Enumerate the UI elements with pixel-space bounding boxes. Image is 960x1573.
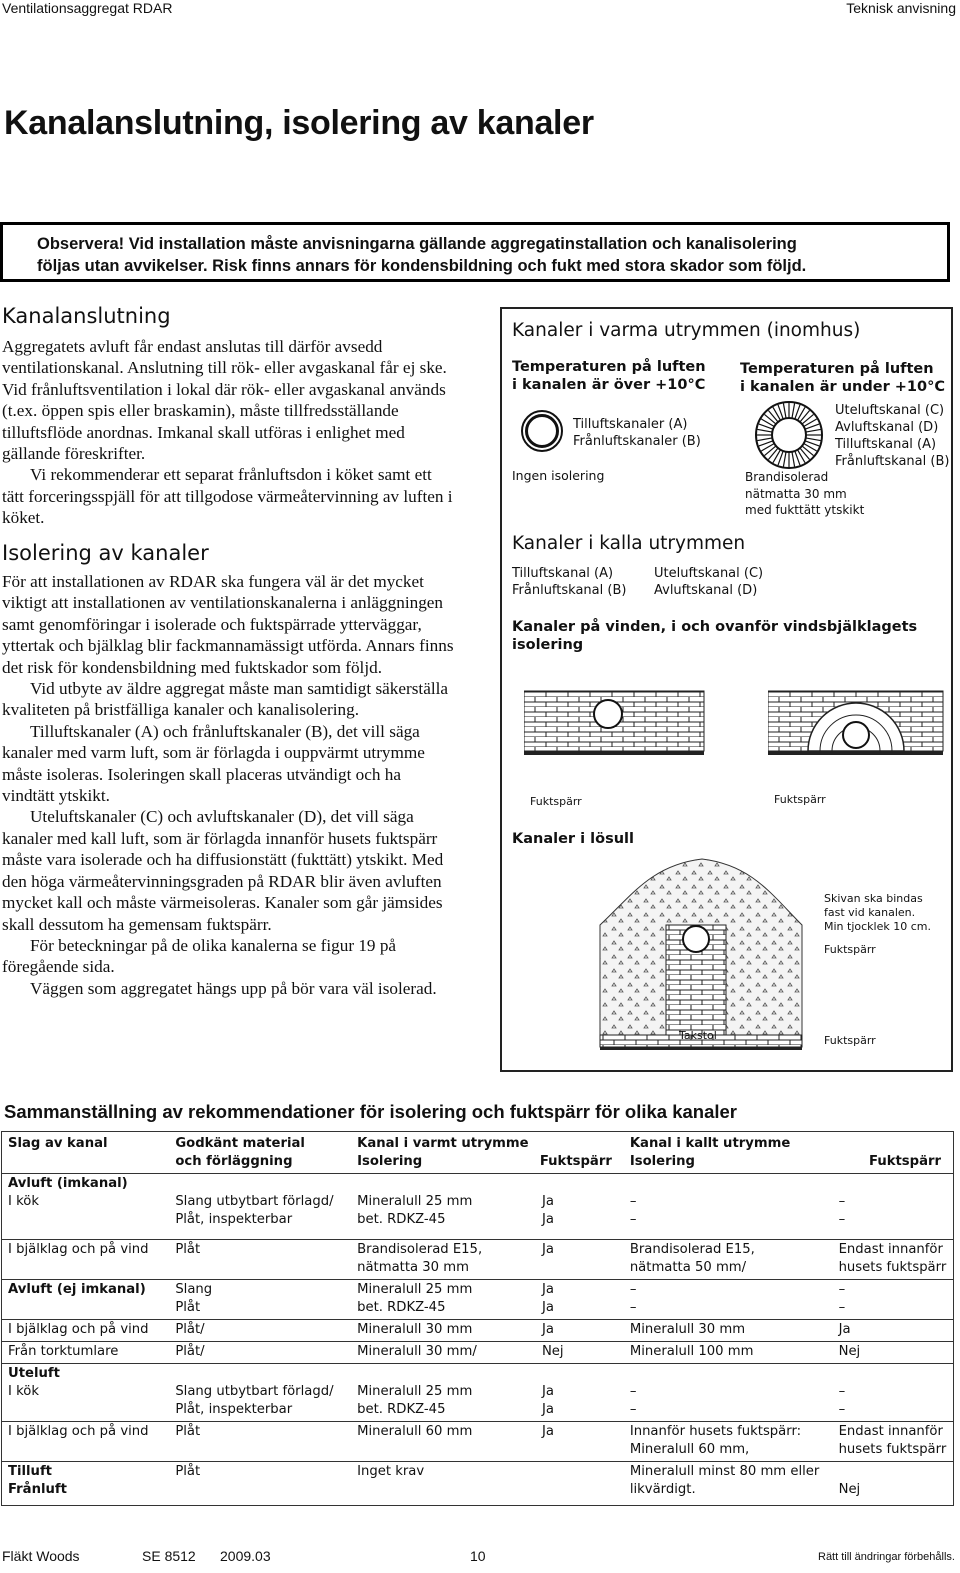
paragraph: Aggregatets avluft får endast anslutas till därför avsedd ventilationskanal. Anslutning till rök- eller avgaskanal får ej ske. Vid frånluftsventilation i lokal där rök- eller avgaskanal används (t.ex. öppen spis eller braskamin), måste tillfredsställande tilluftsflöde anordnas. Imkanal skall utföras i enlighet med gällande föreskrifter.: [2, 337, 447, 464]
cell-cold-vapor-barrier: Nej: [838, 1482, 861, 1497]
cell-material: Slang utbytbart förlagd/ Plåt, inspekterbar: [175, 1194, 334, 1227]
cell-warm-vapor-barrier: Ja: [541, 1242, 554, 1257]
figure-heading-warm: Kanaler i varma utrymmen (inomhus): [512, 320, 861, 341]
footer-rights: Rätt till ändringar förbehålls.: [818, 1551, 955, 1563]
insulated-duct-diagram: [753, 399, 825, 471]
figure-heading-cold: Kanaler i kalla utrymmen: [512, 533, 746, 554]
label-fireproof: Brandisolerad nätmatta 30 mm med fukttätt ytskikt: [745, 470, 865, 517]
duct-type-label: Avluft (ej imkanal): [8, 1282, 146, 1297]
duct-type-label: Tilluft Frånluft: [8, 1464, 67, 1497]
cell-cold-insulation: Mineralull 30 mm: [629, 1322, 746, 1337]
paragraph: För beteckningar på de olika kanalerna se figur 19 på föregående sida.: [2, 935, 397, 977]
label-cold-left: Tilluftskanal (A) Frånluftskanal (B): [512, 566, 627, 598]
table-row: [2, 1240, 954, 1280]
label-vapor-barrier-fill-bottom: Fuktspärr: [824, 1034, 876, 1047]
table-header-row: [2, 1132, 954, 1174]
cell-duct-type: [2, 1320, 170, 1342]
paragraph: För att installationen av RDAR ska fungera väl är det mycket viktigt att installationen av ventilationskanalerna i anläggningen samt genomföringar i isolerade och fuktspärrade ytterväggar, yttertak och bjälklag blir fackmannamässigt utförda. Annars finns det risk för kondensbildning med fuktskador som följd.: [2, 572, 454, 677]
cell-warm-vapor-barrier: Ja Ja: [541, 1282, 554, 1315]
cell-material: Plåt/: [175, 1344, 205, 1359]
cell-warm-vapor-barrier: Ja Ja: [541, 1194, 554, 1227]
cell-warm-insulation: Brandisolerad E15, nätmatta 30 mm: [357, 1242, 483, 1275]
cell-cold-insulation: Mineralull minst 80 mm eller likvärdigt.: [629, 1464, 820, 1497]
table-row: [2, 1280, 954, 1320]
warning-box: [0, 222, 950, 282]
paragraph: Uteluftskanaler (C) och avluftskanaler (D), det vill säga kanaler med kall luft, som är förlagda innanför husets fuktspärr måste vara isolerade och ha diffusionstätt (fukttätt) ytskikt. Med den höga värmeåtervinningsgraden på RDAR blir även avluften mycket kall och måste värmeisoleras. Kanaler som går jämsides skall dessutom ha gemensam fuktspärr.: [2, 807, 444, 934]
cell-cold-vapor-barrier: Endast innanför husets fuktspärr: [838, 1424, 947, 1457]
cell-cold-vapor-barrier: – –: [838, 1282, 846, 1315]
cell-duct-type: [2, 1280, 170, 1320]
attic-duct-drawing-left: [524, 677, 709, 792]
cell-duct-type: [2, 1364, 170, 1422]
label-attic: Kanaler på vinden, i och ovanför vindsbjälklagets isolering: [512, 619, 918, 653]
duct-type-label: I kök: [8, 1194, 39, 1209]
label-warm-right: Uteluftskanal (C) Avluftskanal (D) Tilluftskanal (A) Frånluftskanal (B): [835, 403, 950, 469]
label-cold-right: Uteluftskanal (C) Avluftskanal (D): [654, 566, 764, 598]
cell-warm-insulation: Inget krav: [357, 1464, 425, 1479]
table-row: [2, 1342, 954, 1364]
cell-warm-vapor-barrier: Ja: [541, 1424, 554, 1439]
section-heading: Kanalanslutning: [2, 304, 171, 328]
paragraph: Vi rekommenderar ett separat frånluftsdon i köket samt ett tätt forceringsspjäll för att tillgodose värmeåtervinning av luften i köket.: [2, 465, 453, 528]
table-row: [2, 1320, 954, 1342]
attic-duct-drawing-right: [768, 677, 948, 792]
header-doctype: Teknisk anvisning: [846, 0, 956, 16]
footer-date: 2009.03: [220, 1548, 271, 1564]
cell-cold-vapor-barrier: – –: [838, 1194, 846, 1227]
cell-material: Plåt/: [175, 1322, 205, 1337]
cell-duct-type: [2, 1462, 170, 1506]
cell-material: Slang Plåt: [175, 1282, 213, 1315]
label-warm-left: Tilluftskanaler (A) Frånluftskanaler (B): [573, 417, 701, 449]
paragraph: Vid utbyte av äldre aggregat måste man samtidigt säkerställa kvaliteten på bristfälliga kanaler och kanalisolering.: [2, 679, 449, 720]
footer-company: Fläkt Woods: [2, 1548, 80, 1564]
paragraph: Väggen som aggregatet hängs upp på bör vara väl isolerad.: [30, 978, 437, 998]
cell-material: Slang utbytbart förlagd/ Plåt, inspekterbar: [175, 1384, 334, 1417]
cell-material: Plåt: [175, 1424, 201, 1439]
label-under-10: Temperaturen på luften i kanalen är under +10°C: [740, 361, 945, 395]
footer-doc-number: SE 8512: [142, 1548, 196, 1564]
label-vapor-barrier-right: Fuktspärr: [774, 793, 826, 806]
cell-cold-insulation: – –: [629, 1194, 637, 1227]
header-product: Ventilationsaggregat RDAR: [2, 0, 173, 16]
warning-line-2: följas utan avvikelser. Risk finns annars för kondensbildning och fukt med stora skador som följd.: [37, 257, 807, 275]
cell-warm-vapor-barrier: Ja: [541, 1322, 554, 1337]
warning-line-1: Observera! Vid installation måste anvisningarna gällande aggregatinstallation och kanalisolering: [37, 235, 797, 253]
footer-page-number: 10: [470, 1548, 486, 1564]
uninsulated-duct-diagram: [520, 409, 564, 453]
cell-warm-insulation: Mineralull 25 mm bet. RDKZ-45: [357, 1282, 473, 1315]
table-row: [2, 1174, 954, 1240]
cell-warm-insulation: Mineralull 25 mm bet. RDKZ-45: [357, 1384, 473, 1417]
cell-warm-insulation: Mineralull 60 mm: [357, 1424, 473, 1439]
table-title: Sammanställning av rekommendationer för isolering och fuktspärr för olika kanaler: [4, 1101, 738, 1122]
cell-cold-vapor-barrier: – –: [838, 1384, 846, 1417]
label-truss: Takstol: [679, 1029, 717, 1042]
insulation-figure: [500, 307, 953, 1072]
cell-warm-insulation: Mineralull 25 mm bet. RDKZ-45: [357, 1194, 473, 1227]
duct-type-label: I bjälklag och på vind: [8, 1242, 149, 1257]
label-board-note: Skivan ska bindas fast vid kanalen. Min tjocklek 10 cm.: [824, 892, 931, 933]
paragraph: Tilluftskanaler (A) och frånluftskanaler (B), det vill säga kanaler med varm luft, som är förlagda i ouppvärmt utrymme måste isoleras. Isoleringen skall placeras utvändigt och ha vindtätt ytskikt.: [2, 721, 425, 806]
duct-type-label: Från torktumlare: [8, 1344, 119, 1359]
section-duct-insulation: [2, 541, 457, 999]
duct-group-label: Uteluft: [8, 1366, 60, 1381]
header-material: Godkänt material och förläggning: [175, 1136, 305, 1169]
cell-cold-vapor-barrier: Ja: [838, 1322, 851, 1337]
cell-cold-vapor-barrier: Endast innanför husets fuktspärr: [838, 1242, 947, 1275]
table-row: [2, 1364, 954, 1422]
header-warm-space: Kanal i varmt utrymme Isolering Fuktspärr: [357, 1136, 612, 1169]
cell-material: Plåt: [175, 1464, 201, 1479]
cell-warm-vapor-barrier: Ja Ja: [541, 1384, 554, 1417]
header-cold-space: Kanal i kallt utrymme Isolering Fuktspärr: [629, 1136, 941, 1169]
label-no-insulation: Ingen isolering: [512, 468, 605, 483]
cell-cold-insulation: Innanför husets fuktspärr: Mineralull 60 mm,: [629, 1424, 802, 1457]
label-over-10: Temperaturen på luften i kanalen är över +10°C: [512, 359, 706, 393]
label-vapor-barrier-left: Fuktspärr: [530, 795, 582, 808]
cell-duct-type: [2, 1240, 170, 1280]
cell-warm-insulation: Mineralull 30 mm/: [357, 1344, 477, 1359]
cell-warm-insulation: Mineralull 30 mm: [357, 1322, 473, 1337]
section-heading: Isolering av kanaler: [2, 541, 209, 565]
cell-warm-vapor-barrier: [536, 1462, 624, 1506]
cell-cold-insulation: – –: [629, 1282, 637, 1315]
cell-cold-insulation: Brandisolerad E15, nätmatta 50 mm/: [629, 1242, 755, 1275]
table-row: [2, 1422, 954, 1462]
loose-fill-duct-drawing: [592, 855, 812, 1055]
cell-cold-vapor-barrier: Nej: [838, 1344, 861, 1359]
page-title: Kanalanslutning, isolering av kanaler: [4, 104, 594, 142]
table-row: [2, 1462, 954, 1506]
label-loose-fill: Kanaler i lösull: [512, 831, 634, 847]
duct-type-label: I bjälklag och på vind: [8, 1322, 149, 1337]
cell-cold-insulation: – –: [629, 1384, 637, 1417]
cell-cold-insulation: Mineralull 100 mm: [629, 1344, 754, 1359]
header-type: Slag av kanal: [8, 1136, 108, 1151]
cell-duct-type: [2, 1422, 170, 1462]
cell-warm-vapor-barrier: Nej: [541, 1344, 564, 1359]
duct-type-label: I kök: [8, 1384, 39, 1399]
label-vapor-barrier-fill-top: Fuktspärr: [824, 943, 876, 956]
cell-duct-type: [2, 1342, 170, 1364]
cell-material: Plåt: [175, 1242, 201, 1257]
duct-group-label: Avluft (imkanal): [8, 1176, 128, 1191]
duct-type-label: I bjälklag och på vind: [8, 1424, 149, 1439]
cell-duct-type: [2, 1174, 170, 1240]
section-duct-connection: [2, 304, 457, 529]
recommendations-table: [1, 1131, 954, 1506]
